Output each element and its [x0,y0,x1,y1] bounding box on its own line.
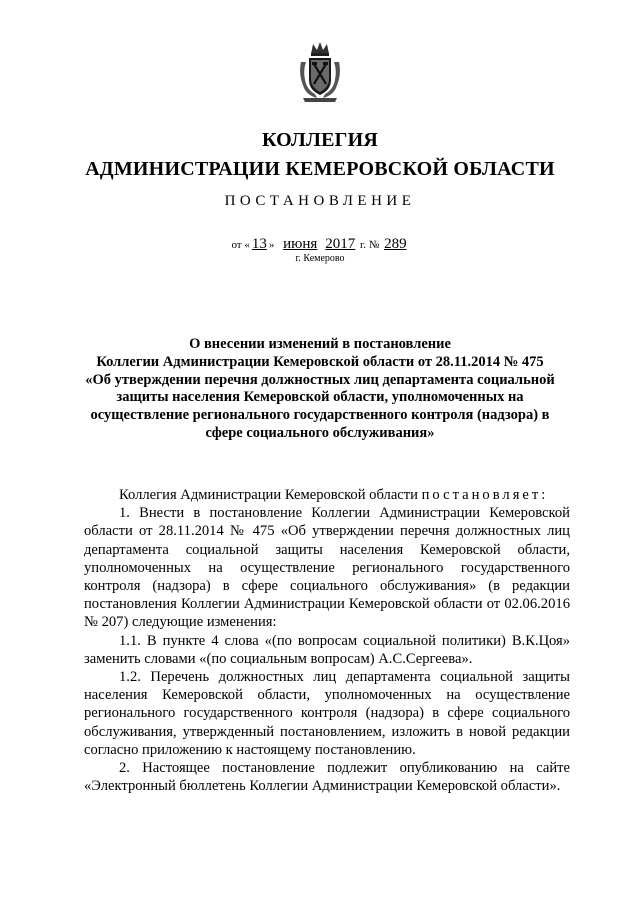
city-name: г. Кемерово [295,253,345,264]
date-prefix: от « [231,239,250,251]
intro-text: Коллегия Администрации Кемеровской области [119,487,418,503]
title-line: осуществление регионального государственного контроля (надзора) в [90,407,550,424]
paragraph-1-2: 1.2. Перечень должностных лиц департамента социальной защиты населения Кемеровской области, уполномоченных на осуществление регионального государственного контроля (надзора) в сфере социального обслуживания, утвержденный постановлением, изложить в новой редакции согласно приложению к настоящему постановлению. [84,669,570,758]
org-name-line1: КОЛЛЕГИЯ [261,129,379,151]
paragraph-1-1: 1.1. В пункте 4 слова «(по вопросам социальной политики) В.К.Цоя» заменить словами «(по социальным вопросам) А.С.Сергеева». [84,632,570,667]
document-body [84,486,570,795]
title-line: «Об утверждении перечня должностных лиц департамента социальной [85,371,555,388]
title-line: защиты населения Кемеровской области, уполномоченных на [116,389,524,406]
title-line: сфере социального обслуживания» [205,424,435,441]
document-number: 289 [384,236,407,252]
date-day: 13 [251,236,267,252]
date-year-suffix: г. [360,239,367,251]
document-title [65,336,575,443]
document-type: ПОСТАНОВЛЕНИЕ [224,193,416,209]
intro-paragraph [84,486,570,504]
number-prefix: № [368,239,380,251]
title-line: О внесении изменений в постановление [189,336,451,352]
paragraph-1: 1. Внести в постановление Коллегии Администрации Кемеровской области от 28.11.2014 № 475 «Об утверждении перечня должностных лиц департамента социальной защиты населения Кемеровской области, уполномоченных на осуществление регионального государственного контроля (надзора) в сфере социального обслуживания» (в редакции постановления Коллегии Администрации Кемеровской области от 02.06.2016 № 207) следующие изменения: [84,505,570,631]
intro-resolves: постановляет: [421,487,549,503]
date-month: июня [283,236,318,252]
date-line [0,236,640,253]
title-line: Коллегии Администрации Кемеровской области от 28.11.2014 № 475 [96,353,544,370]
paragraph-2: 2. Настоящее постановление подлежит опубликованию на сайте «Электронный бюллетень Коллегии Администрации Кемеровской области». [84,760,570,795]
date-year: 2017 [325,236,356,252]
org-name-line2: АДМИНИСТРАЦИИ КЕМЕРОВСКОЙ ОБЛАСТИ [85,158,555,180]
date-day-close: » [268,239,275,251]
kemerovo-coat-of-arms-icon [297,40,343,104]
